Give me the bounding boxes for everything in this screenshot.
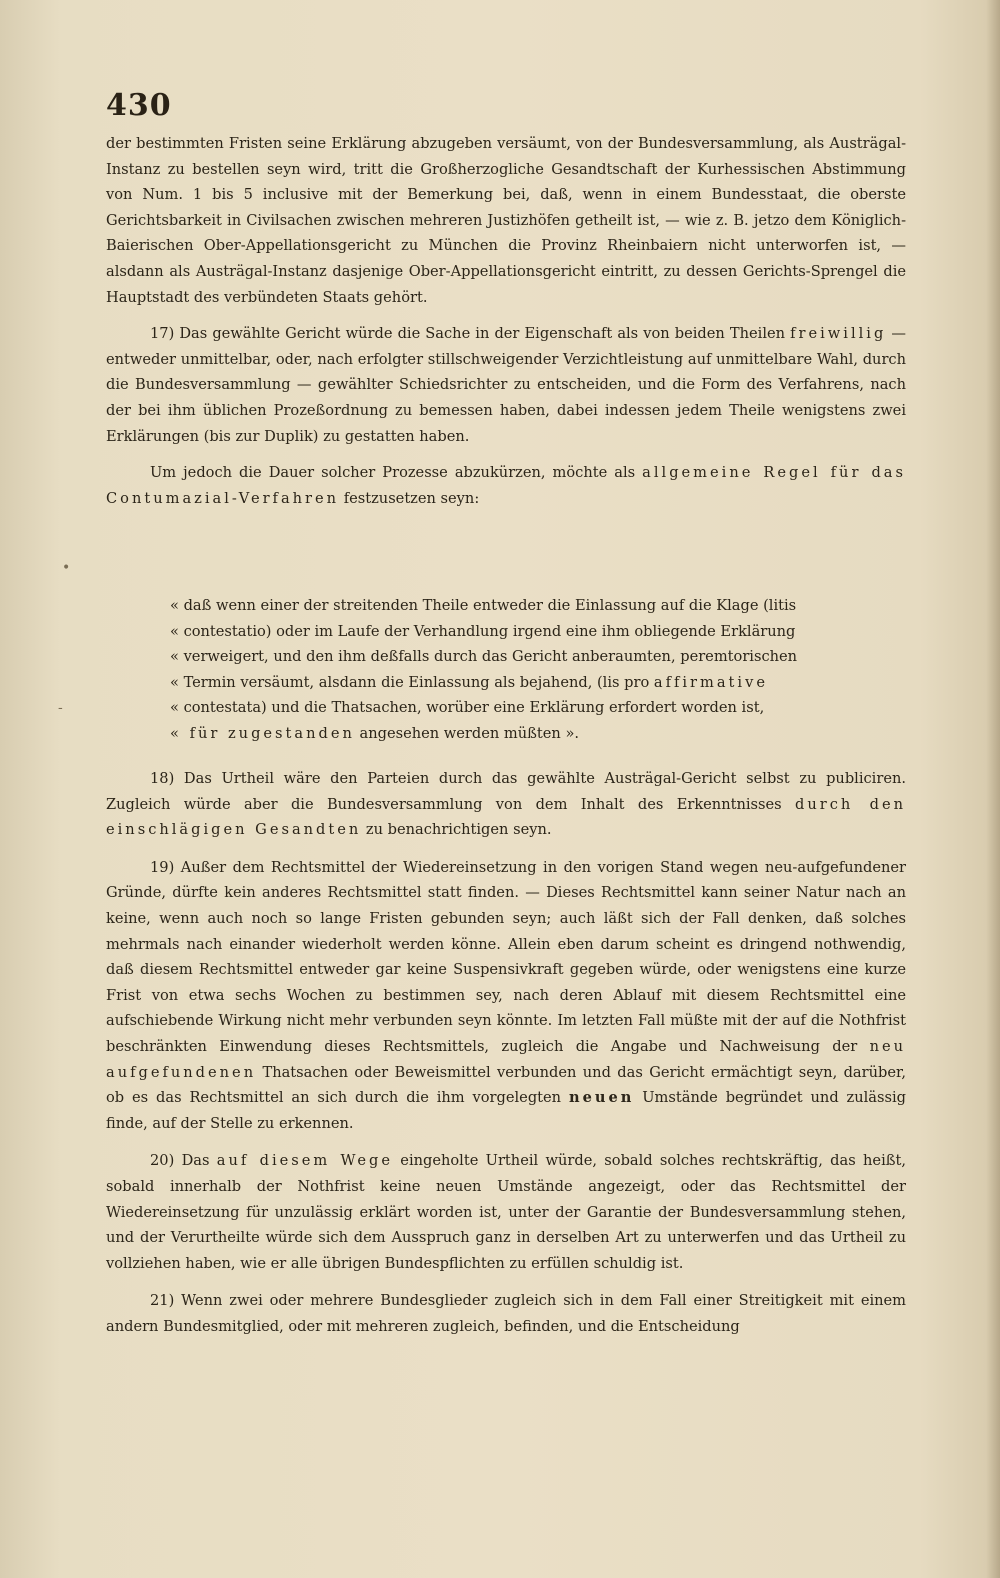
para18-text-a: 18) Das Urtheil wäre den Parteien durch das gewählte Austrägal-Gericht selbst zu publiciren. Zugleich würde aber die Bundesversammlung von dem Inhalt des Erkenntnisses xyxy=(106,770,906,813)
rule-text-a: Um jedoch die Dauer solcher Prozesse abzukürzen, möchte als xyxy=(150,464,643,482)
rule-text-b: festzusetzen seyn: xyxy=(339,489,480,507)
para19-text-a: 19) Außer dem Rechtsmittel der Wiedereinsetzung in den vorigen Stand wegen neu-aufgefundener Gründe, dürfte kein anderes Rechtsmittel statt finden. — Dieses Rechtsmittel kann seiner Natur nach an keine, wenn auch noch so lange Fristen gebunden seyn; auch läßt sich der Fall denken, daß solches mehrmals nach einander wiederholt werden könne. Allein eben darum scheint es dringend nothwendig, daß diesem Rechtsmittel entweder gar keine Suspensivkraft gegeben würde, oder wenigstens eine kurze Frist von etwa sechs Wochen zu bestimmen sey, nach deren Ablauf mit diesem Rechtsmittel eine aufschiebende Wirkung nicht mehr verbunden seyn könnte. Im letzten Fall müßte mit der auf die Nothfrist beschränkten Einwendung dieses Rechtsmittels, zugleich die Angabe und Nachweisung der xyxy=(106,858,906,1055)
para18-spaced: durch den einschlägigen Gesandten xyxy=(106,795,906,839)
para19-bold: neuen xyxy=(568,1089,635,1107)
quote-line-6-spaced: « für zugestanden xyxy=(170,724,355,742)
upper-text-block xyxy=(106,131,906,511)
quote-line-1: « daß wenn einer der streitenden Theile entweder die Einlassung auf die Klage (litis xyxy=(170,597,797,614)
para17-text-b: — entweder unmittelbar, oder, nach erfolgter stillschweigender Verzichtleistung auf unmittelbare Wahl, durch die Bundesversammlung — gewählter Schiedsrichter zu entscheiden, und die Form des Verfahrens, nach der bei ihm üblichen Prozeßordnung zu bemessen haben, dabei indessen jedem Theile wenigstens zwei Erklärungen (bis zur Duplik) zu gestatten haben. xyxy=(106,325,906,445)
quote-line-6-text: angesehen werden müßten ». xyxy=(354,724,580,742)
para19-spaced: neu aufgefundenen xyxy=(106,1037,906,1081)
quote-line-4-spaced: affirmative xyxy=(653,673,768,691)
para20-text-b: eingeholte Urtheil würde, sobald solches rechtskräftig, das heißt, sobald innerhalb der Nothfrist keine neuen Umstände angezeigt, oder das Rechtsmittel der Wiedereinsetzung für unzulässig erklärt worden ist, unter der Garantie der Bundesversammlung stehen, und der Verurtheilte würde sich dem Ausspruch ganz in derselben Art zu unterwerfen und das Urtheil zu vollziehen haben, wie er alle übrigen Bundespflichten zu erfüllen schuldig ist. xyxy=(106,1152,906,1272)
para17-text-a: 17) Das gewählte Gericht würde die Sache in der Eigenschaft als von beiden Theilen xyxy=(150,325,791,343)
para18-text-b: zu benachrichtigen seyn. xyxy=(361,821,552,839)
para19-text-c: Umstände begründet und zulässig finde, auf der Stelle zu erkennen. xyxy=(106,1089,906,1132)
paragraph-20 xyxy=(106,1148,906,1276)
para20-text-a: 20) Das xyxy=(150,1152,217,1170)
page-edge-shadow xyxy=(986,0,1000,1578)
paragraph-18 xyxy=(106,766,906,843)
para20-spaced: auf diesem Wege xyxy=(216,1152,393,1170)
quoted-rule xyxy=(170,593,906,747)
margin-dot: • xyxy=(62,560,71,576)
quote-line-6 xyxy=(170,721,906,747)
paragraph-19 xyxy=(106,855,906,1137)
quote-line-4-text: « Termin versäumt, alsdann die Einlassung als bejahend, (lis pro xyxy=(170,673,654,691)
quote-line-4 xyxy=(170,670,906,696)
para19-text-b: Thatsachen oder Beweismittel verbunden und das Gericht ermächtigt seyn, darüber, ob es das Rechtsmittel an sich durch die ihm vorgelegten xyxy=(106,1063,906,1107)
rule-paragraph xyxy=(106,460,906,511)
paragraph-21: 21) Wenn zwei oder mehrere Bundesglieder zugleich sich in dem Fall einer Streitigkeit mit einem andern Bundesmitglied, oder mit mehreren zugleich, befinden, und die Entscheidung xyxy=(106,1292,906,1335)
intro-paragraph: der bestimmten Fristen seine Erklärung abzugeben versäumt, von der Bundesversammlung, als Austrägal-Instanz zu bestellen seyn wird, tritt die Großherzogliche Gesandtschaft der Kurhessischen Abstimmung von Num. 1 bis 5 inclusive mit der Bemerkung bei, daß, wenn in einem Bundesstaat, die oberste Gerichtsbarkeit in Civilsachen zwischen mehreren Justizhöfen getheilt ist, — wie z. B. jetzo dem Königlich-Baierischen Ober-Appellationsgericht zu München die Provinz Rheinbaiern nicht unterworfen ist, — alsdann als Austrägal-Instanz dasjenige Ober-Appellationsgericht eintritt, zu dessen Gerichts-Sprengel die Hauptstadt des verbündeten Staats gehört. xyxy=(106,135,906,306)
quote-line-3: « verweigert, und den ihm deßfalls durch das Gericht anberaumten, peremtorischen xyxy=(170,648,798,666)
paragraph-17 xyxy=(106,321,906,449)
para17-spaced: freiwillig xyxy=(790,325,887,343)
quote-line-2: « contestatio) oder im Laufe der Verhandlung irgend eine ihm obliegende Erklärung xyxy=(170,622,796,640)
page-number: 430 xyxy=(106,88,172,123)
margin-dash: - xyxy=(58,700,63,716)
rule-spaced: allgemeine Regel für das Contumazial-Verfahren xyxy=(106,464,906,507)
quote-line-5: « contestata) und die Thatsachen, worüber eine Erklärung erfordert worden ist, xyxy=(170,699,765,717)
lower-text-block xyxy=(106,766,906,1339)
